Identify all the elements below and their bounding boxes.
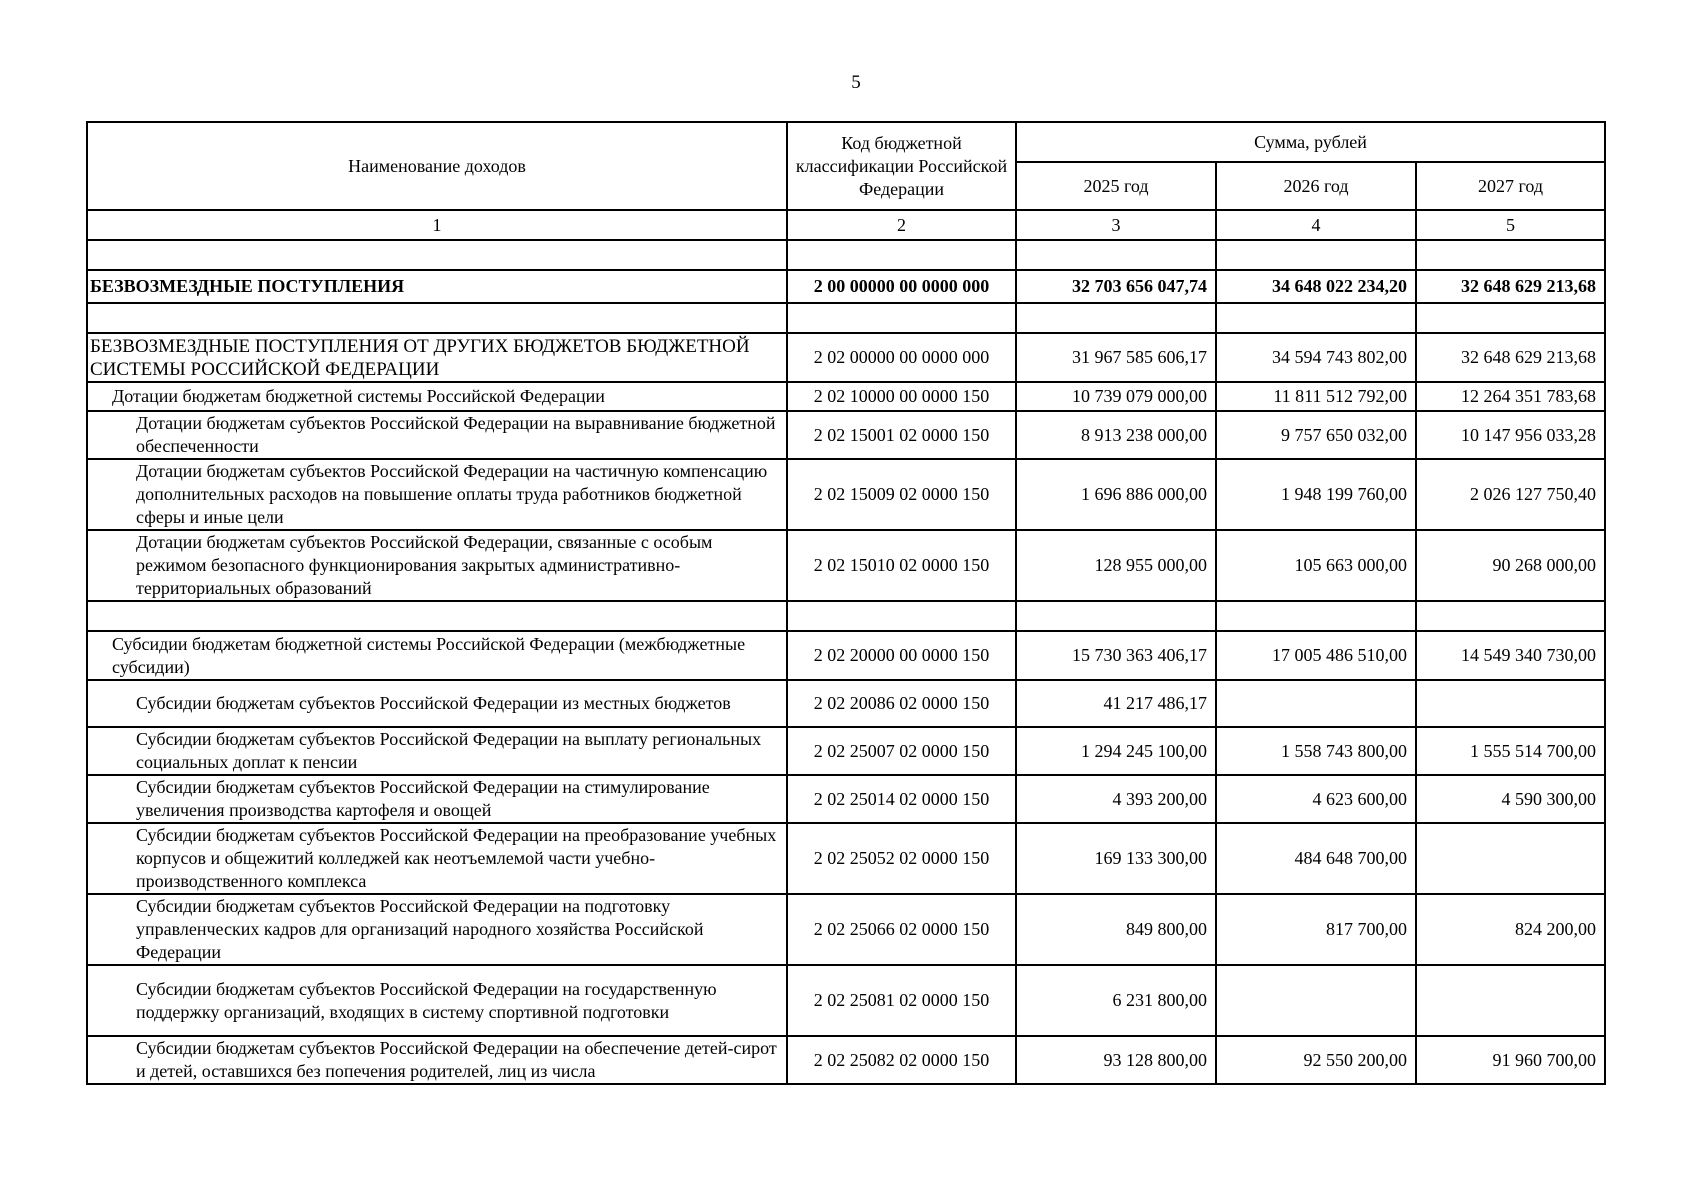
budget-code-cell: 2 02 15001 02 0000 150 (787, 411, 1016, 459)
col-number: 5 (1416, 210, 1605, 240)
amount-2026-cell: 17 005 486 510,00 (1216, 631, 1416, 680)
amount-2025-cell: 4 393 200,00 (1016, 775, 1216, 823)
income-name-cell: Дотации бюджетам субъектов Российской Федерации на частичную компенсацию дополнительных расходов на повышение оплаты труда работников бюджетной сферы и иные цели (87, 459, 787, 530)
empty-cell (1216, 601, 1416, 631)
empty-row (87, 303, 1605, 333)
amount-2027-cell: 32 648 629 213,68 (1416, 333, 1605, 382)
budget-code-cell: 2 02 25082 02 0000 150 (787, 1036, 1016, 1084)
amount-2026-cell: 1 558 743 800,00 (1216, 727, 1416, 775)
amount-2027-cell: 824 200,00 (1416, 894, 1605, 965)
empty-cell (87, 303, 787, 333)
empty-cell (1016, 303, 1216, 333)
income-name-cell: БЕЗВОЗМЕЗДНЫЕ ПОСТУПЛЕНИЯ (87, 270, 787, 303)
income-name-cell: Субсидии бюджетам субъектов Российской Федерации на государственную поддержку организаций, входящих в систему спортивной подготовки (87, 965, 787, 1036)
amount-2026-cell (1216, 680, 1416, 727)
header-year-2027: 2027 год (1416, 162, 1605, 210)
amount-2025-cell: 32 703 656 047,74 (1016, 270, 1216, 303)
empty-cell (1416, 303, 1605, 333)
empty-row (87, 601, 1605, 631)
table-row (87, 727, 1605, 775)
budget-code-cell: 2 02 15010 02 0000 150 (787, 530, 1016, 601)
table-row (87, 530, 1605, 601)
amount-2026-cell: 11 811 512 792,00 (1216, 382, 1416, 411)
amount-2025-cell: 128 955 000,00 (1016, 530, 1216, 601)
col-number: 3 (1016, 210, 1216, 240)
col-number: 2 (787, 210, 1016, 240)
amount-2026-cell: 4 623 600,00 (1216, 775, 1416, 823)
income-name-cell: Субсидии бюджетам субъектов Российской Федерации на подготовку управленческих кадров для организаций народного хозяйства Российской Федерации (87, 894, 787, 965)
amount-2027-cell: 2 026 127 750,40 (1416, 459, 1605, 530)
amount-2025-cell: 31 967 585 606,17 (1016, 333, 1216, 382)
table-row (87, 270, 1605, 303)
amount-2025-cell: 6 231 800,00 (1016, 965, 1216, 1036)
income-name-cell: Субсидии бюджетам субъектов Российской Федерации на преобразование учебных корпусов и общежитий колледжей как неотъемлемой части учебно-производственного комплекса (87, 823, 787, 894)
amount-2026-cell: 484 648 700,00 (1216, 823, 1416, 894)
amount-2025-cell: 849 800,00 (1016, 894, 1216, 965)
budget-code-cell: 2 02 25007 02 0000 150 (787, 727, 1016, 775)
amount-2027-cell: 91 960 700,00 (1416, 1036, 1605, 1084)
header-year-2025: 2025 год (1016, 162, 1216, 210)
budget-code-cell: 2 02 10000 00 0000 150 (787, 382, 1016, 411)
budget-code-cell: 2 00 00000 00 0000 000 (787, 270, 1016, 303)
amount-2027-cell (1416, 965, 1605, 1036)
column-number-row (87, 210, 1605, 240)
income-name-cell: Субсидии бюджетам субъектов Российской Федерации на обеспечение детей-сирот и детей, оставшихся без попечения родителей, лиц из числа (87, 1036, 787, 1084)
table-row (87, 382, 1605, 411)
income-name-cell: Дотации бюджетам субъектов Российской Федерации, связанные с особым режимом безопасного функционирования закрытых административно-территориальных образований (87, 530, 787, 601)
income-name-cell: Субсидии бюджетам субъектов Российской Федерации на выплату региональных социальных доплат к пенсии (87, 727, 787, 775)
header-year-2026: 2026 год (1216, 162, 1416, 210)
table-row (87, 411, 1605, 459)
amount-2026-cell: 817 700,00 (1216, 894, 1416, 965)
header-sum: Сумма, рублей (1016, 122, 1605, 162)
header-budget-code: Код бюджетной классификации Российской Федерации (787, 122, 1016, 210)
income-name-cell: Дотации бюджетам субъектов Российской Федерации на выравнивание бюджетной обеспеченности (87, 411, 787, 459)
table-row (87, 459, 1605, 530)
revenue-table (86, 121, 1606, 1085)
amount-2026-cell: 9 757 650 032,00 (1216, 411, 1416, 459)
table-row (87, 965, 1605, 1036)
header-income-name: Наименование доходов (87, 122, 787, 210)
table-row (87, 631, 1605, 680)
empty-cell (87, 601, 787, 631)
empty-cell (787, 303, 1016, 333)
amount-2027-cell: 4 590 300,00 (1416, 775, 1605, 823)
empty-cell (1216, 240, 1416, 270)
amount-2025-cell: 41 217 486,17 (1016, 680, 1216, 727)
income-name-cell: Субсидии бюджетам субъектов Российской Федерации на стимулирование увеличения производства картофеля и овощей (87, 775, 787, 823)
col-number: 1 (87, 210, 787, 240)
budget-code-cell: 2 02 25081 02 0000 150 (787, 965, 1016, 1036)
amount-2027-cell: 10 147 956 033,28 (1416, 411, 1605, 459)
amount-2026-cell (1216, 965, 1416, 1036)
income-name-cell: БЕЗВОЗМЕЗДНЫЕ ПОСТУПЛЕНИЯ ОТ ДРУГИХ БЮДЖЕТОВ БЮДЖЕТНОЙ СИСТЕМЫ РОССИЙСКОЙ ФЕДЕРАЦИИ (87, 333, 787, 382)
table-row (87, 680, 1605, 727)
amount-2027-cell (1416, 823, 1605, 894)
empty-cell (787, 240, 1016, 270)
table-row (87, 823, 1605, 894)
income-name-cell: Субсидии бюджетам бюджетной системы Российской Федерации (межбюджетные субсидии) (87, 631, 787, 680)
empty-cell (1416, 240, 1605, 270)
amount-2025-cell: 1 696 886 000,00 (1016, 459, 1216, 530)
budget-code-cell: 2 02 25014 02 0000 150 (787, 775, 1016, 823)
page-number: 5 (851, 72, 861, 93)
amount-2026-cell: 34 648 022 234,20 (1216, 270, 1416, 303)
budget-code-cell: 2 02 20086 02 0000 150 (787, 680, 1016, 727)
col-number: 4 (1216, 210, 1416, 240)
amount-2027-cell: 1 555 514 700,00 (1416, 727, 1605, 775)
table-row (87, 333, 1605, 382)
amount-2025-cell: 1 294 245 100,00 (1016, 727, 1216, 775)
amount-2025-cell: 169 133 300,00 (1016, 823, 1216, 894)
amount-2027-cell: 14 549 340 730,00 (1416, 631, 1605, 680)
empty-cell (1016, 601, 1216, 631)
amount-2025-cell: 8 913 238 000,00 (1016, 411, 1216, 459)
amount-2025-cell: 10 739 079 000,00 (1016, 382, 1216, 411)
amount-2027-cell (1416, 680, 1605, 727)
table-header (87, 122, 1605, 240)
amount-2026-cell: 34 594 743 802,00 (1216, 333, 1416, 382)
empty-cell (787, 601, 1016, 631)
amount-2027-cell: 32 648 629 213,68 (1416, 270, 1605, 303)
income-name-cell: Субсидии бюджетам субъектов Российской Федерации из местных бюджетов (87, 680, 787, 727)
empty-cell (1216, 303, 1416, 333)
income-name-cell: Дотации бюджетам бюджетной системы Российской Федерации (87, 382, 787, 411)
table-body (87, 240, 1605, 1084)
budget-code-cell: 2 02 25066 02 0000 150 (787, 894, 1016, 965)
amount-2025-cell: 15 730 363 406,17 (1016, 631, 1216, 680)
amount-2025-cell: 93 128 800,00 (1016, 1036, 1216, 1084)
amount-2026-cell: 105 663 000,00 (1216, 530, 1416, 601)
table-row (87, 775, 1605, 823)
empty-row (87, 240, 1605, 270)
amount-2027-cell: 12 264 351 783,68 (1416, 382, 1605, 411)
budget-code-cell: 2 02 00000 00 0000 000 (787, 333, 1016, 382)
empty-cell (87, 240, 787, 270)
amount-2026-cell: 1 948 199 760,00 (1216, 459, 1416, 530)
amount-2026-cell: 92 550 200,00 (1216, 1036, 1416, 1084)
amount-2027-cell: 90 268 000,00 (1416, 530, 1605, 601)
table-row (87, 1036, 1605, 1084)
budget-code-cell: 2 02 15009 02 0000 150 (787, 459, 1016, 530)
budget-code-cell: 2 02 20000 00 0000 150 (787, 631, 1016, 680)
empty-cell (1416, 601, 1605, 631)
table-row (87, 894, 1605, 965)
budget-code-cell: 2 02 25052 02 0000 150 (787, 823, 1016, 894)
empty-cell (1016, 240, 1216, 270)
